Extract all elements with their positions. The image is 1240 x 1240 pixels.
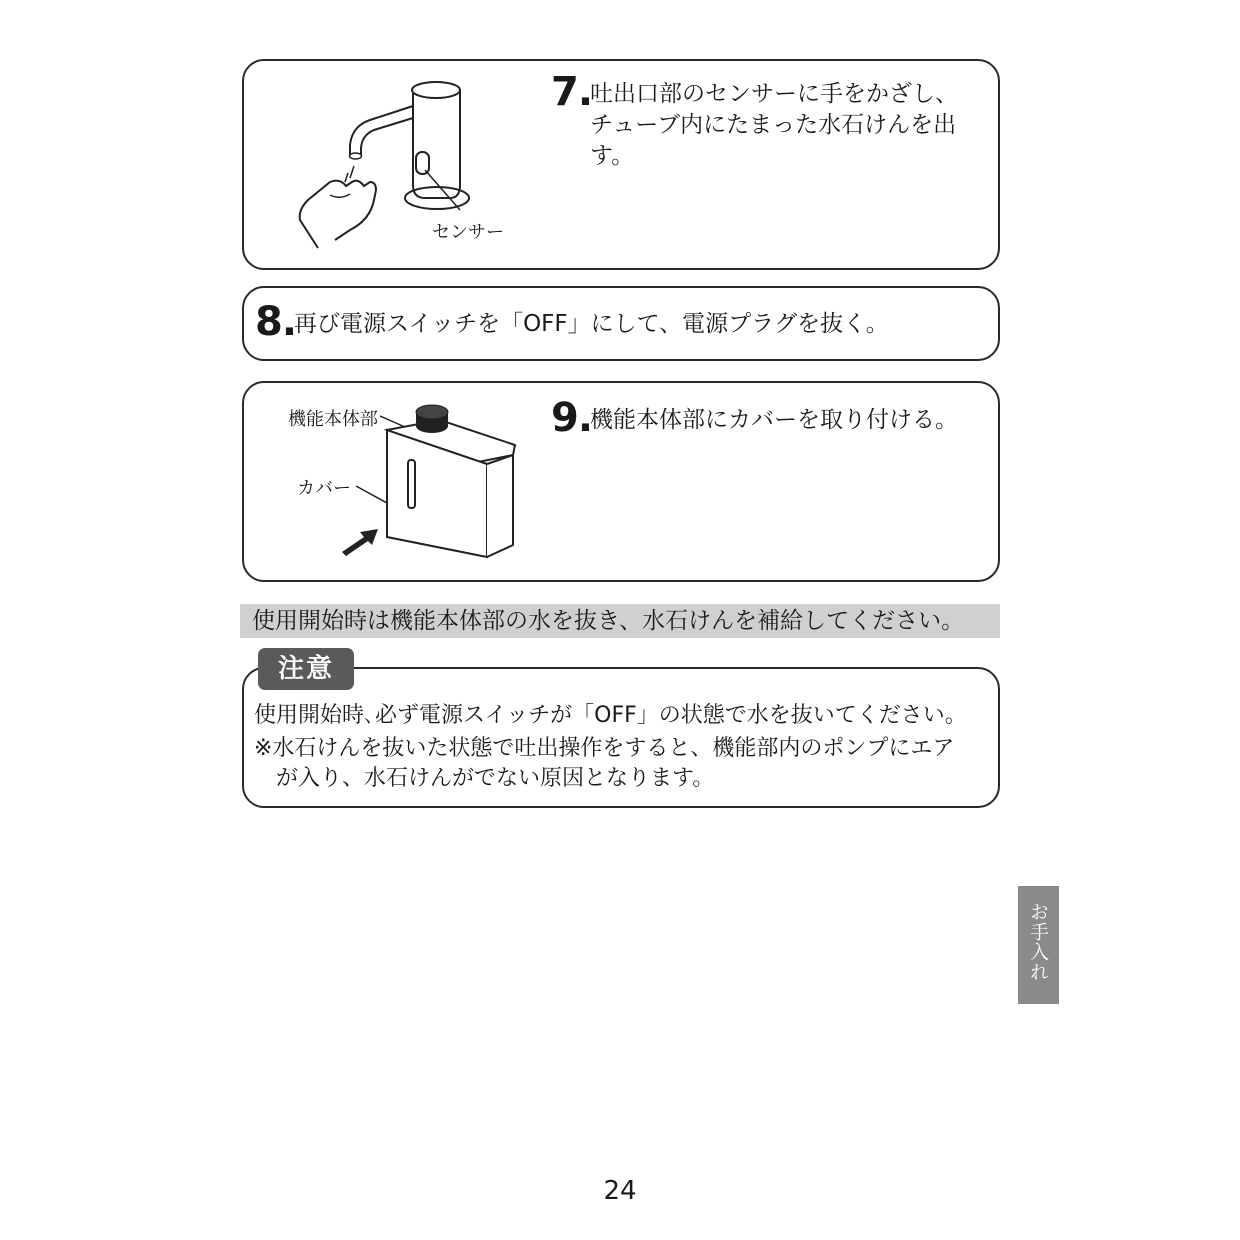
step-7-line-3: す。: [590, 143, 635, 169]
step-7-line-1: 吐出口部のセンサーに手をかざし、: [590, 81, 958, 107]
caution-tag: 注意: [258, 648, 354, 690]
sensor-label: センサー: [432, 222, 504, 243]
side-tab-maintenance[interactable]: お手入れ: [1018, 886, 1059, 1004]
caution-line-1: 使用開始時､必ず電源スイッチが「OFF」の状態で水を抜いてください｡: [254, 703, 956, 728]
step-7-number: 7.: [551, 69, 593, 115]
step-7-text: [590, 79, 958, 172]
step-8-number: 8.: [255, 299, 297, 345]
step-7-line-2: チューブ内にたまった水石けんを出: [590, 112, 957, 138]
caution-line-3: が入り、水石けんがでない原因となります。: [276, 766, 715, 791]
note-bar: 使用開始時は機能本体部の水を抜き、水石けんを補給してください。: [240, 604, 1000, 638]
caution-line-2: ※水石けんを抜いた状態で吐出操作をすると、機能部内のポンプにエア: [254, 736, 955, 761]
page-number: 24: [603, 1176, 637, 1206]
cover-label: カバー: [297, 478, 351, 499]
step-8-text: 再び電源スイッチを「OFF」にして、電源プラグを抜く。: [294, 311, 889, 337]
step-9-text: 機能本体部にカバーを取り付ける。: [590, 407, 958, 433]
body-label: 機能本体部: [288, 409, 378, 430]
step-9-number: 9.: [551, 395, 593, 441]
